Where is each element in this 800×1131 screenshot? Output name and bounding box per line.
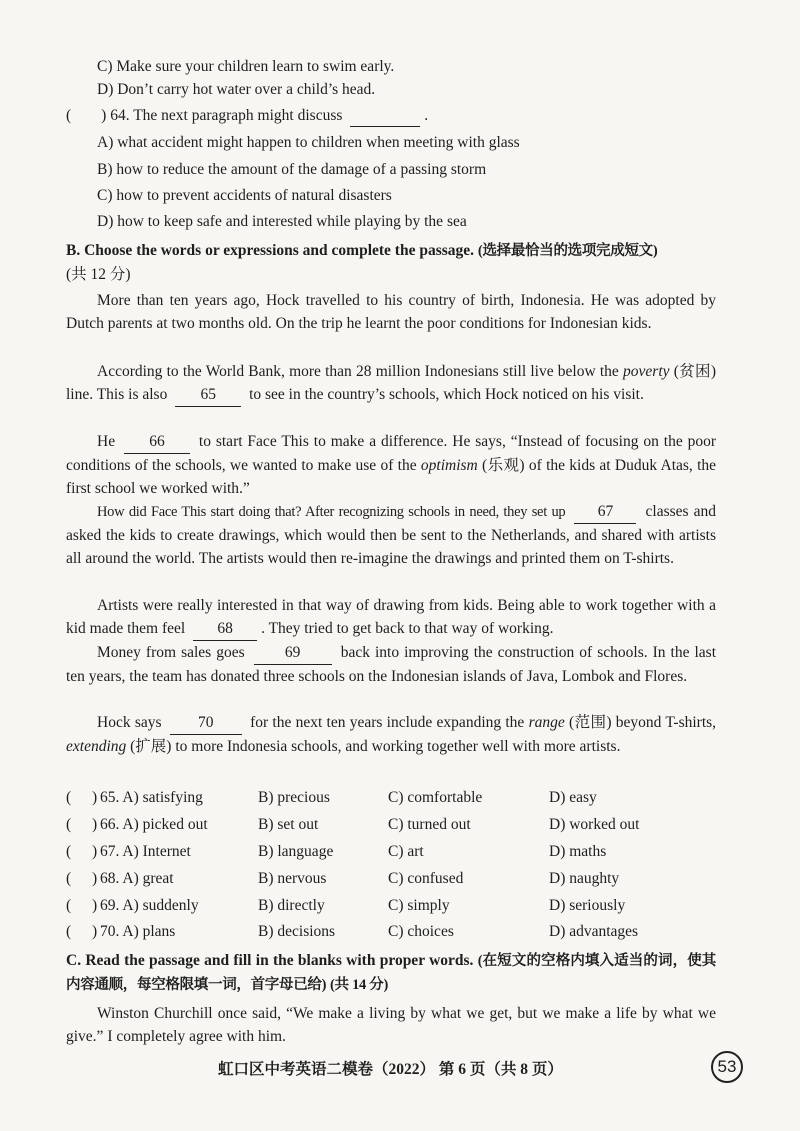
paragraph-2-text-a: According to the World Bank, more than 28 million Indonesians still live below the: [97, 363, 619, 380]
passage-paragraph-5: [66, 594, 716, 641]
question-65-option-d: D) easy: [549, 789, 597, 806]
question-66-option-b: B) set out: [258, 816, 319, 833]
passage-paragraph-7: [66, 711, 716, 758]
question-68-option-a: 68. A) great: [100, 870, 174, 887]
paragraph-2-text-c: to see in the country’s schools, which Hock noticed on his visit.: [249, 386, 644, 403]
passage-paragraph-2: [66, 360, 716, 407]
section-c-paragraph-1: [66, 1002, 716, 1048]
question-70-option-d: D) advantages: [549, 923, 639, 940]
section-c-score: (共 14 分): [330, 977, 389, 993]
page-footer: 虹口区中考英语二模卷（2022） 第 6 页（共 8 页）: [218, 1061, 563, 1078]
question-68-option-b: B) nervous: [258, 870, 327, 887]
section-b-title: [66, 241, 657, 261]
q63-option-d: D) Don’t carry hot water over a child’s head.: [97, 81, 376, 98]
paragraph-5-text-a: Artists were really interested in that way of drawing from kids. Being able to work together with a kid made them feel: [66, 597, 716, 637]
question-70-option-b: B) decisions: [258, 923, 336, 940]
question-69-option-a: 69. A) suddenly: [100, 897, 199, 914]
page-number-badge: 53: [711, 1051, 743, 1083]
passage-paragraph-3: [66, 430, 716, 500]
blank-70[interactable]: 70: [170, 711, 242, 735]
paragraph-3-text-c: (乐观) of the kids at Duduk Atas, the first school we worked with.”: [66, 457, 717, 497]
question-66-row: [66, 814, 726, 836]
passage-paragraph-1: [66, 289, 716, 335]
question-67-option-c: C) art: [388, 843, 424, 860]
paragraph-7-text-b: for the next ten years include expanding the: [250, 714, 525, 731]
answer-paren[interactable]: (: [66, 843, 72, 860]
question-68-option-d: D) naughty: [549, 870, 620, 887]
question-68-option-c: C) confused: [388, 870, 464, 887]
word-extending: extending: [66, 738, 127, 755]
question-67-option-d: D) maths: [549, 843, 607, 860]
section-b-title-cn: (选择最恰当的选项完成短文): [477, 243, 658, 259]
question-70-row: [66, 921, 726, 943]
blank-67[interactable]: 67: [574, 500, 636, 524]
paragraph-5-text-b: . They tried to get back to that way of working.: [261, 620, 554, 637]
paragraph-7-text-d: (扩展) to more Indonesia schools, and working together well with more artists.: [130, 738, 621, 755]
word-range: range: [528, 714, 565, 731]
question-69-row: [66, 895, 726, 917]
word-optimism: optimism: [420, 457, 478, 474]
question-68-row: [66, 868, 726, 890]
question-70-option-c: C) choices: [388, 923, 454, 940]
q64-answer-blank[interactable]: [350, 106, 420, 127]
answer-paren[interactable]: (: [66, 870, 72, 887]
paragraph-7-text-c: (范围) beyond T-shirts,: [569, 714, 717, 731]
paragraph-1-text: More than ten years ago, Hock travelled to his country of birth, Indonesia. He was adopted by Dutch parents at two months old. On the trip he learnt the poor conditions for Indonesian kids.: [66, 292, 716, 332]
section-c-title: [66, 949, 716, 997]
answer-paren-close: ): [101, 107, 107, 124]
question-65-option-b: B) precious: [258, 789, 330, 806]
question-69-option-b: B) directly: [258, 897, 325, 914]
section-b-score: (共 12 分): [66, 266, 131, 283]
blank-68[interactable]: 68: [193, 617, 257, 641]
answer-paren[interactable]: (: [66, 897, 72, 914]
question-69-option-d: D) seriously: [549, 897, 626, 914]
question-67-option-b: B) language: [258, 843, 334, 860]
q64-option-a: A) what accident might happen to children when meeting with glass: [97, 134, 520, 151]
answer-paren-close: ): [92, 897, 98, 914]
answer-paren-close: ): [92, 870, 98, 887]
question-69-option-c: C) simply: [388, 897, 450, 914]
section-c-paragraph-1-text: Winston Churchill once said, “We make a living by what we get, but we make a life by what we give.” I completely agree with him.: [66, 1005, 716, 1045]
answer-paren[interactable]: (: [66, 923, 72, 940]
answer-paren[interactable]: (: [66, 789, 72, 806]
question-70-option-a: 70. A) plans: [100, 923, 176, 940]
question-65-row: [66, 787, 726, 809]
question-65-option-a: 65. A) satisfying: [100, 789, 203, 806]
answer-paren: (: [66, 107, 72, 124]
question-66-option-d: D) worked out: [549, 816, 640, 833]
q64-stem: [66, 106, 428, 127]
q63-option-c: C) Make sure your children learn to swim early.: [97, 58, 395, 75]
word-poverty: poverty: [623, 363, 670, 380]
q64-option-d: D) how to keep safe and interested while playing by the sea: [97, 213, 467, 230]
section-c-title-cn: (在短文的空格内填入适当的词，使其内容通顺，每空格限填一词，首字母已给): [66, 953, 717, 993]
paragraph-6-text-b: back into improving the construction of schools. In the last ten years, the team has donated three schools on the Indonesian islands of Java, Lombok and Flores.: [66, 644, 717, 685]
q64-stem-text: 64. The next paragraph might discuss: [110, 107, 343, 124]
passage-paragraph-4: [66, 500, 716, 570]
answer-paren-close: ): [92, 789, 98, 806]
question-67-option-a: 67. A) Internet: [100, 843, 191, 860]
q64-option-c: C) how to prevent accidents of natural disasters: [97, 187, 392, 204]
section-c-title-en: C. Read the passage and fill in the blanks with proper words.: [66, 952, 474, 969]
paragraph-7-text-a: Hock says: [97, 714, 162, 731]
paragraph-6-text-a: Money from sales goes: [97, 644, 245, 661]
blank-66[interactable]: 66: [124, 430, 190, 454]
answer-paren-close: ): [92, 923, 98, 940]
answer-paren-close: ): [92, 816, 98, 833]
passage-paragraph-6: [66, 641, 716, 688]
q64-option-b: B) how to reduce the amount of the damage of a passing storm: [97, 161, 487, 178]
paragraph-4-text-b: classes and asked the kids to create drawings, which would then be sent to the Netherlands, and shared with artists all around the world. The artists would then re-imagine the drawings and printed them on T-shirts.: [66, 503, 717, 567]
section-b-title-en: B. Choose the words or expressions and complete the passage.: [66, 242, 475, 259]
blank-65[interactable]: 65: [175, 383, 241, 407]
blank-69[interactable]: 69: [254, 641, 332, 665]
q64-stem-period: .: [424, 107, 429, 124]
answer-paren-close: ): [92, 843, 98, 860]
question-67-row: [66, 841, 726, 863]
paragraph-2-text-b: (贫困) line. This is also: [66, 363, 717, 403]
paragraph-3-text-b: to start Face This to make a difference. He says, “Instead of focusing on the poor conditions of the schools, we wanted to make use of the: [66, 433, 717, 474]
answer-paren[interactable]: (: [66, 816, 72, 833]
question-65-option-c: C) comfortable: [388, 789, 483, 806]
question-66-option-c: C) turned out: [388, 816, 471, 833]
paragraph-4-text-a: How did Face This start doing that? After recognizing schools in need, they set up: [97, 504, 566, 520]
paragraph-3-text-a: He: [97, 433, 116, 450]
question-66-option-a: 66. A) picked out: [100, 816, 208, 833]
